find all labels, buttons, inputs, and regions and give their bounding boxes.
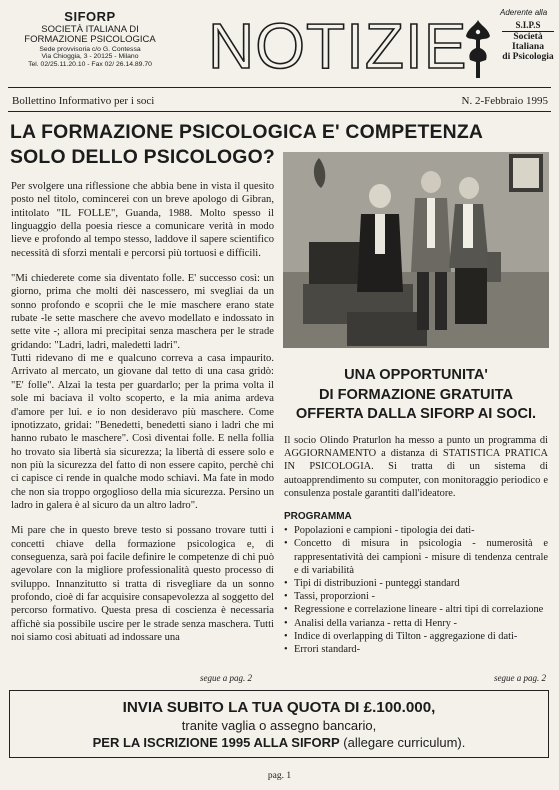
article-paragraph-1: Per svolgere una riflessione che abbia bene in vista il quesito posto nel titolo, comincerei con un breve apologo di Gibran, intitolato "IL FOLLE", Guanda, 1988. Molto spesso il linguaggio della poesia riesce a comunicare verità in modo lieve e profondo al tempo stesso, laddove il sapere scientifico necessità di sforzi mentali e percorsi più tortuosi e difficili. [11,181,274,259]
side-headline [283,366,549,425]
affiliation-block [458,8,554,80]
article-paragraph-2: "Mi chiederete come sia diventato folle. E' successo così: un giorno, prima che molti dèi nascessero, mi svegliai da un sonno profondo e scoprii che le mie maschere erano state rubate -le sette maschere che avevo modellato e indossato in sette vite -; allora mi precipitai senza maschera per le strade gridando: "Ladri, ladri, maledetti ladri". [11,273,274,351]
programma-item: • Tipi di distribuzioni - punteggi standard [284,577,548,590]
headline-line-1: LA FORMAZIONE PSICOLOGICA E' COMPETENZA [10,121,484,143]
org-name-line-2: FORMAZIONE PSICOLOGICA [24,34,156,46]
masthead-title: NOTIZIE [208,10,468,82]
sips-logo-icon [458,18,498,80]
bulletin-title: Bollettino Informativo per i soci [12,95,155,107]
sips-line-2: Società [513,30,543,42]
sips-acronym: S.I.P.S [502,21,554,32]
org-address-line-2: Via Chioggia, 3 - 20125 - Milano [41,53,139,61]
programma-item: • Indice di overlapping di Tilton - aggregazione di dati- [284,630,548,643]
org-acronym: SIFORP [64,9,116,24]
side-headline-line-2: DI FORMAZIONE GRATUITA [318,386,514,403]
programma-item: • Tassi, proporzioni - [284,590,548,603]
sips-line-3: Italiana [512,41,544,53]
group-photo-illustration [283,152,549,348]
side-article-intro: Il socio Olindo Praturlon ha messo a punto un programma di AGGIORNAMENTO a distanza di STATISTICA PRATICA IN PSICOLOGIA. Si tratta di un sistema di autoapprendimento su computer, con monitoraggio periodico e consulenza postale garantiti dall'ideatore. [284,435,548,499]
programma-item: • Regressione e correlazione lineare - altri tipi di correlazione [284,603,548,616]
programma-list [284,524,548,656]
org-name-line-1: SOCIETÀ ITALIANA DI [41,23,139,35]
programma-item: • Analisi della varianza - retta di Henry - [284,617,548,630]
programma-title: PROGRAMMA [284,511,352,523]
bulletin-rule [8,111,551,112]
callout-line-1: INVIA SUBITO LA TUA QUOTA DI £.100.000, [122,699,436,716]
org-contact-line: Tel. 02/25.11.20.10 - Fax 02/ 26.14.89.70 [28,61,152,69]
sips-name [502,21,554,63]
headline-line-2: SOLO DELLO PSICOLOGO? [10,146,275,168]
callout-line-3-rest: (allegare curriculum). [339,735,466,750]
main-article-body [11,180,274,656]
programma-item: • Concetto di misura in psicologia - numerosità e rappresentatività dei campioni - misure di tendenza centrale e di variabilità [284,537,548,577]
sips-line-4: di Psicologia [502,51,554,63]
issue-number: N. 2-Febbraio 1995 [461,95,548,107]
article-paragraph-4: Mi pare che in questo breve testo si possano trovare tutti i concetti chiave della formazione psicologica e, di conseguenza, sarà poi facile definire le competenze di chi può agevolare con la migliore professionalità questo processo di sviluppo. Innanzitutto si tratta di risvegliare da un sonno profondo, cioè di far acquisire consapevolezza al soggetto del percorso formativo. Questa presa di coscienza è necessaria affichè sia possibile uscire per le strade senza maschera. Tutti noi siamo così abituati ad indossare una [11,525,274,643]
masthead-rule [8,87,551,88]
article-paragraph-3: Tutti ridevano di me e qualcuno correva a casa impaurito. Arrivato al mercato, un giovane dal tetto di una casa gridò: "E' folle". Alzai la testa per guardarlo; per la prima volta il sole mi baciava il volto scoperto, e la mia anima ardeva d'amore per lui. e io non desideravo più maschere. Come ipnotizzato, gridai: "Benedetti, benedetti siano i ladri che mi hanno rubato le maschere". Così diventai folle. E nella follia ho trovato sia libertà sia sicurezza; la libertà di essere solo e non più la sicurezza del fatto di non essere capito, perchè chi ci capisce ci rende in qualche modo schiavi. Ma fate in modo che non sia troppo orgoglioso della mia sicurezza. Persino un ladro in galera è al sicuro da un altro ladro". [11,353,274,511]
callout-line-2: tranite vaglia o assegno bancario, [181,718,377,733]
bulletin-line [12,95,548,107]
group-photo [283,152,549,348]
callout-line-3 [10,734,548,751]
continued-link-main[interactable]: segue a pag. 2 [200,673,252,683]
side-article-body [284,434,548,656]
side-headline-line-3: OFFERTA DALLA SIFORP AI SOCI. [295,406,537,422]
organization-block [10,10,170,69]
side-headline-line-1: UNA OPPORTUNITA' [344,367,488,383]
continued-link-side[interactable]: segue a pag. 2 [494,673,546,683]
affiliation-label: Aderente alla [500,8,548,17]
org-address-line-1: Sede provvisoria c/o G. Contessa [39,45,141,53]
programma-item: • Errori standard- [284,643,548,656]
page-number: pag. 1 [267,771,292,781]
programma-item: • Popolazioni e campioni - tipologia dei dati- [284,524,548,537]
callout-line-3-bold: PER LA ISCRIZIONE 1995 ALLA SIFORP [92,735,340,750]
membership-callout [9,690,549,758]
